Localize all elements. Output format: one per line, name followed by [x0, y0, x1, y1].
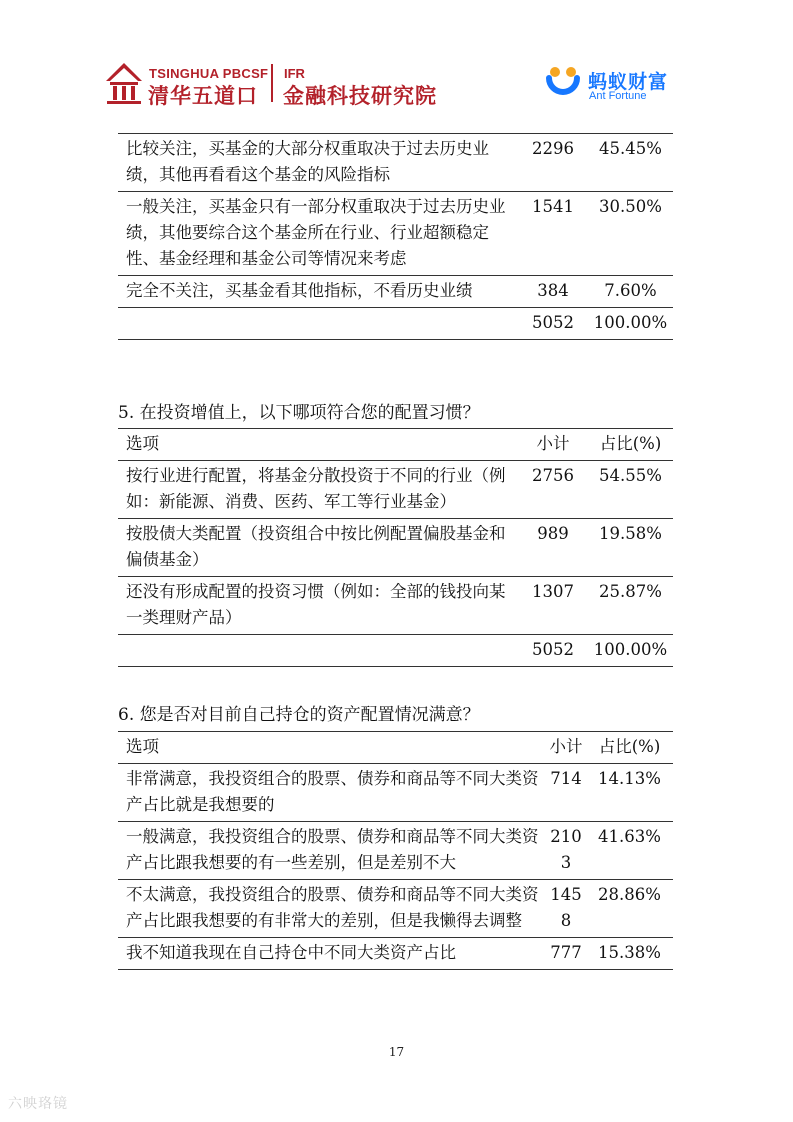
brand-divider — [271, 64, 273, 102]
option-cell: 不太满意，我投资组合的股票、债券和商品等不同大类资产占比跟我想要的有非常大的差别，但是我懒得去调整 — [118, 880, 546, 938]
table-row — [118, 938, 673, 970]
header-percent: 占比(%) — [588, 429, 673, 461]
question-6-title: 6. 您是否对目前自己持仓的资产配置情况满意？ — [118, 705, 480, 725]
count-cell: 2756 — [518, 461, 588, 519]
percent-cell: 41.63% — [586, 822, 673, 880]
ifr-name-cn: 金融科技研究院 — [283, 84, 437, 108]
option-cell: 一般关注，买基金只有一部分权重取决于过去历史业绩，其他要综合这个基金所在行业、行业超额稳定性、基金经理和基金公司等情况来考虑 — [118, 192, 518, 276]
count-cell: 989 — [518, 519, 588, 577]
table-row — [118, 764, 673, 822]
option-cell: 还没有形成配置的投资习惯（例如：全部的钱投向某一类理财产品） — [118, 577, 518, 635]
option-cell: 按行业进行配置，将基金分散投资于不同的行业（例如：新能源、消费、医药、军工等行业基金） — [118, 461, 518, 519]
table-row — [118, 276, 673, 308]
ifr-name-en: IFR — [284, 66, 305, 81]
brand-name-cn: 清华五道口 — [148, 84, 258, 108]
total-row — [118, 308, 673, 340]
header-option: 选项 — [118, 429, 518, 461]
count-cell: 1458 — [546, 880, 586, 938]
option-cell — [118, 308, 518, 340]
page-number: 17 — [388, 1045, 405, 1059]
percent-cell: 54.55% — [588, 461, 673, 519]
percent-cell: 7.60% — [588, 276, 673, 308]
table-row — [118, 577, 673, 635]
table-row — [118, 822, 673, 880]
percent-cell: 15.38% — [586, 938, 673, 970]
total-percent-cell: 100.00% — [588, 635, 673, 667]
question-6-table — [118, 731, 673, 970]
percent-cell: 45.45% — [588, 134, 673, 192]
count-cell: 2103 — [546, 822, 586, 880]
total-row — [118, 635, 673, 667]
total-percent-cell: 100.00% — [588, 308, 673, 340]
percent-cell: 19.58% — [588, 519, 673, 577]
count-cell: 777 — [546, 938, 586, 970]
table-row — [118, 461, 673, 519]
count-cell: 714 — [546, 764, 586, 822]
count-cell: 1541 — [518, 192, 588, 276]
table-row — [118, 134, 673, 192]
option-cell — [118, 635, 518, 667]
total-count-cell: 5052 — [518, 635, 588, 667]
header-percent: 占比(%) — [586, 732, 673, 764]
ant-fortune-name-en: Ant Fortune — [589, 90, 647, 102]
question-5-table — [118, 428, 673, 667]
header-count: 小计 — [518, 429, 588, 461]
tsinghua-pbcsf-logo-icon — [104, 61, 144, 105]
option-cell: 完全不关注，买基金看其他指标，不看历史业绩 — [118, 276, 518, 308]
option-cell: 按股债大类配置（投资组合中按比例配置偏股基金和偏债基金） — [118, 519, 518, 577]
table-header-row — [118, 429, 673, 461]
watermark: 六映珞镜 — [8, 1096, 68, 1112]
count-cell: 384 — [518, 276, 588, 308]
ant-fortune-name-cn: 蚂蚁财富 — [588, 71, 669, 93]
table-row — [118, 519, 673, 577]
option-cell: 非常满意，我投资组合的股票、债券和商品等不同大类资产占比就是我想要的 — [118, 764, 546, 822]
page-header — [0, 0, 793, 115]
count-cell: 1307 — [518, 577, 588, 635]
percent-cell: 30.50% — [588, 192, 673, 276]
history-attention-table — [118, 133, 673, 340]
total-count-cell: 5052 — [518, 308, 588, 340]
brand-name-en: TSINGHUA PBCSF — [149, 66, 269, 81]
option-cell: 一般满意，我投资组合的股票、债券和商品等不同大类资产占比跟我想要的有一些差别，但是差别不大 — [118, 822, 546, 880]
header-option: 选项 — [118, 732, 546, 764]
percent-cell: 28.86% — [586, 880, 673, 938]
table-row — [118, 880, 673, 938]
ant-fortune-logo-icon — [543, 64, 583, 102]
header-count: 小计 — [546, 732, 586, 764]
option-cell: 我不知道我现在自己持仓中不同大类资产占比 — [118, 938, 546, 970]
count-cell: 2296 — [518, 134, 588, 192]
table-header-row — [118, 732, 673, 764]
option-cell: 比较关注，买基金的大部分权重取决于过去历史业绩，其他再看看这个基金的风险指标 — [118, 134, 518, 192]
table-row — [118, 192, 673, 276]
percent-cell: 25.87% — [588, 577, 673, 635]
question-5-title: 5. 在投资增值上，以下哪项符合您的配置习惯？ — [118, 403, 480, 423]
percent-cell: 14.13% — [586, 764, 673, 822]
